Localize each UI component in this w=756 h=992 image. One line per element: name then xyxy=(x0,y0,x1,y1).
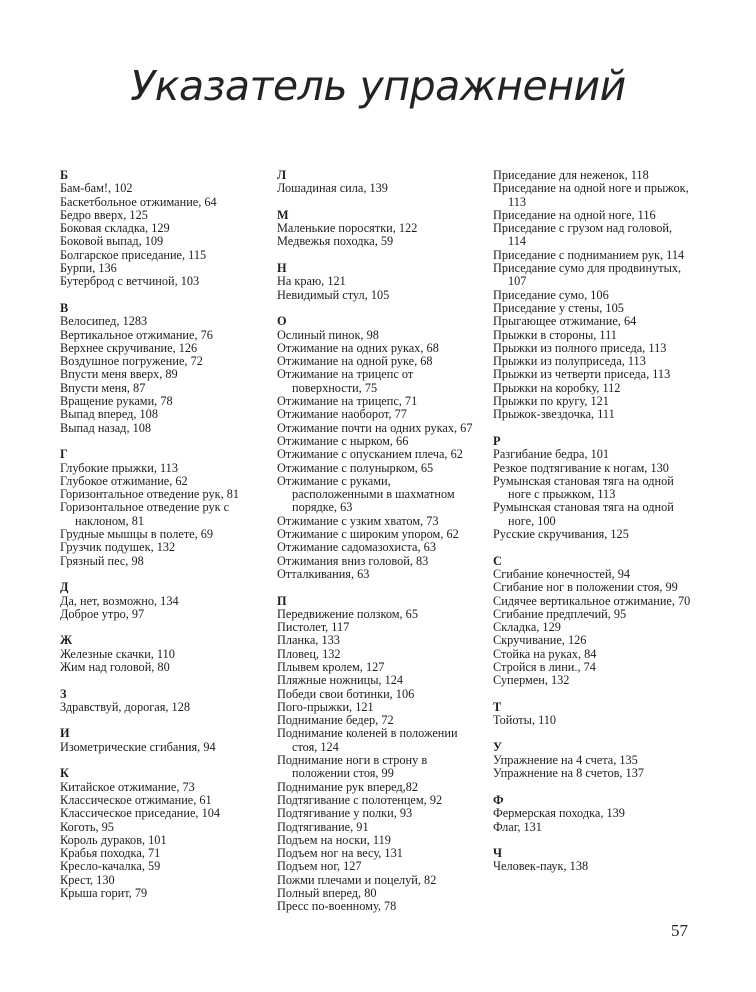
index-entry: Прыжки в стороны, 111 xyxy=(493,327,617,342)
index-entry: Отжимание садомазохиста, 63 xyxy=(277,540,436,555)
index-entry: Глубокое отжимание, 62 xyxy=(60,473,188,488)
index-section xyxy=(493,794,693,834)
index-entry: Отжимание почти на одних руках, 67 xyxy=(277,420,473,435)
index-entry: Полный вперед, 80 xyxy=(277,886,377,901)
index-section xyxy=(60,688,260,715)
index-entry: Победи свои ботинки, 106 xyxy=(277,686,415,701)
index-entry: Пляжные ножницы, 124 xyxy=(277,673,404,688)
index-entry: Выпад вперед, 108 xyxy=(60,407,158,422)
index-entry: Разгибание бедра, 101 xyxy=(493,447,610,462)
section-letter: Ф xyxy=(493,792,504,807)
index-section xyxy=(60,767,260,900)
page-number: 57 xyxy=(671,921,688,940)
index-entry: Пресс по-военному, 78 xyxy=(277,899,397,914)
index-entry: Бам-бам!, 102 xyxy=(60,181,133,196)
index-entry: Бурпи, 136 xyxy=(60,261,117,276)
index-entry: На краю, 121 xyxy=(277,274,346,289)
index-entry: Отжимания вниз головой, 83 xyxy=(277,553,429,568)
index-entry: Стройся в лини., 74 xyxy=(493,659,596,674)
index-entry: Фермерская походка, 139 xyxy=(493,806,625,821)
index-entry: Подъем ног на весу, 131 xyxy=(277,846,403,861)
index-section xyxy=(493,555,693,688)
index-entry: Коготь, 95 xyxy=(60,819,114,834)
index-entry: Верхнее скручивание, 126 xyxy=(60,340,198,355)
index-entry: Маленькие поросятки, 122 xyxy=(277,221,418,236)
index-entry: Стойка на руках, 84 xyxy=(493,646,597,661)
index-entry: Медвежья походка, 59 xyxy=(277,234,394,249)
index-entry: Приседание сумо, 106 xyxy=(493,287,609,302)
index-entry: Подтягивание, 91 xyxy=(277,819,369,834)
index-entry: Король дураков, 101 xyxy=(60,832,167,847)
index-entry: Да, нет, возможно, 134 xyxy=(60,593,179,608)
index-entry: Грузчик подушек, 132 xyxy=(60,540,176,555)
index-entry: Горизонтальное отведение рук, 81 xyxy=(60,487,240,502)
index-section xyxy=(60,727,260,754)
index-entry: Классическое приседание, 104 xyxy=(60,806,221,821)
section-letter: Б xyxy=(60,168,69,182)
index-entry: Прыжок-звездочка, 111 xyxy=(493,407,615,422)
index-section xyxy=(493,741,693,781)
section-letter: С xyxy=(493,553,502,568)
index-entry: Лошадиная сила, 139 xyxy=(277,181,388,196)
index-column-2 xyxy=(277,169,477,927)
index-entry: Резкое подтягивание к ногам, 130 xyxy=(493,460,669,475)
index-entry: Прыжки по кругу, 121 xyxy=(493,394,609,409)
index-entry: Планка, 133 xyxy=(277,633,340,648)
index-entry: Отжимание на трицепс, 71 xyxy=(277,394,418,409)
index-entry: Грязный пес, 98 xyxy=(60,553,144,568)
section-letter: Д xyxy=(60,580,69,595)
index-entry: Прыжки из четверти приседа, 113 xyxy=(493,367,671,382)
index-entry: Отжимание на одних руках, 68 xyxy=(277,340,439,355)
section-letter: Ж xyxy=(60,633,73,648)
index-entry: Передвижение ползком, 65 xyxy=(277,606,418,621)
index-entry: Отталкивания, 63 xyxy=(277,566,370,581)
section-letter: Л xyxy=(277,168,287,182)
index-entry: Подъем ног, 127 xyxy=(277,859,362,874)
index-entry: Тойоты, 110 xyxy=(493,713,557,728)
index-entry: Велосипед, 1283 xyxy=(60,314,148,329)
index-entry: Упражнение на 8 счетов, 137 xyxy=(493,766,644,781)
index-entry: Боковой выпад, 109 xyxy=(60,234,164,249)
section-letter: В xyxy=(60,300,69,315)
index-entry: Скручивание, 126 xyxy=(493,633,587,648)
index-entry: Отжимание наоборот, 77 xyxy=(277,407,407,422)
section-letter: Г xyxy=(60,447,68,462)
index-section xyxy=(277,262,477,302)
index-entry: Плывем кролем, 127 xyxy=(277,659,385,674)
index-column-1 xyxy=(60,169,260,914)
section-letter: П xyxy=(277,593,287,608)
section-letter: З xyxy=(60,686,67,701)
index-section xyxy=(277,209,477,249)
index-entry: Пожми плечами и поцелуй, 82 xyxy=(277,872,437,887)
index-entry: Приседание на одной ноге, 116 xyxy=(493,207,656,222)
index-entry: Бутерброд с ветчиной, 103 xyxy=(60,274,200,289)
index-column-3 xyxy=(493,169,693,887)
index-entry: Приседание с подниманием рук, 114 xyxy=(493,247,685,262)
index-entry: Супермен, 132 xyxy=(493,673,570,688)
index-entry: Поднимание ноги в строну в положении стоя, 99 xyxy=(277,753,428,781)
index-entry: Подъем на носки, 119 xyxy=(277,832,391,847)
index-entry: Подтягивание у полки, 93 xyxy=(277,806,413,821)
index-section xyxy=(493,169,693,422)
index-entry: Прыгающее отжимание, 64 xyxy=(493,314,637,329)
index-entry: Румынская становая тяга на одной ноге с прыжком, 113 xyxy=(493,473,674,502)
index-entry: Подтягивание с полотенцем, 92 xyxy=(277,792,443,807)
index-entry: Железные скачки, 110 xyxy=(60,646,175,661)
index-entry: Ослиный пинок, 98 xyxy=(277,327,379,342)
index-entry: Флаг, 131 xyxy=(493,819,542,834)
index-entry: Впусти меня, 87 xyxy=(60,380,146,395)
index-entry: Изометрические сгибания, 94 xyxy=(60,739,216,754)
index-section xyxy=(493,435,693,541)
index-entry: Баскетбольное отжимание, 64 xyxy=(60,194,217,209)
index-section xyxy=(60,169,260,289)
index-entry: Прыжки из полуприседа, 113 xyxy=(493,354,646,369)
index-entry: Сгибание ног в положении стоя, 99 xyxy=(493,580,678,595)
index-section xyxy=(493,701,693,728)
index-entry: Отжимание с руками, расположенными в шахматном порядке, 63 xyxy=(277,473,455,515)
index-entry: Отжимание с полунырком, 65 xyxy=(277,460,434,475)
index-section xyxy=(277,595,477,914)
index-section xyxy=(493,847,693,874)
section-letter: К xyxy=(60,766,69,781)
index-entry: Болгарское приседание, 115 xyxy=(60,247,207,262)
index-entry: Китайское отжимание, 73 xyxy=(60,779,195,794)
index-entry: Крабья походка, 71 xyxy=(60,846,161,861)
section-letter: Ч xyxy=(493,846,503,861)
index-entry: Поднимание рук вперед,82 xyxy=(277,779,419,794)
index-entry: Отжимание с широким упором, 62 xyxy=(277,527,459,542)
index-entry: Классическое отжимание, 61 xyxy=(60,792,212,807)
index-entry: Отжимание на одной руке, 68 xyxy=(277,354,433,369)
index-entry: Горизонтальное отведение рук с наклоном, 81 xyxy=(60,500,230,528)
index-entry: Выпад назад, 108 xyxy=(60,420,152,435)
index-entry: Невидимый стул, 105 xyxy=(277,287,390,302)
index-entry: Складка, 129 xyxy=(493,620,561,635)
section-letter: И xyxy=(60,726,70,741)
index-section xyxy=(277,315,477,581)
index-entry: Прыжки из полного приседа, 113 xyxy=(493,340,667,355)
index-entry: Крыша горит, 79 xyxy=(60,886,148,901)
page-title: Указатель упражнений xyxy=(130,62,626,110)
index-entry: Бедро вверх, 125 xyxy=(60,207,148,222)
index-entry: Сгибание конечностей, 94 xyxy=(493,566,631,581)
index-entry: Здравствуй, дорогая, 128 xyxy=(60,699,190,714)
index-entry: Доброе утро, 97 xyxy=(60,606,145,621)
index-entry: Приседание для неженок, 118 xyxy=(493,168,649,182)
section-letter: М xyxy=(277,207,289,222)
index-entry: Пловец, 132 xyxy=(277,646,341,661)
index-entry: Отжимание с опусканием плеча, 62 xyxy=(277,447,463,462)
index-section xyxy=(60,581,260,621)
index-entry: Румынская становая тяга на одной ноге, 100 xyxy=(493,500,674,528)
index-entry: Кресло-качалка, 59 xyxy=(60,859,161,874)
index-entry: Отжимание с узким хватом, 73 xyxy=(277,513,439,528)
index-entry: Русские скручивания, 125 xyxy=(493,527,629,542)
section-letter: Н xyxy=(277,261,287,276)
index-entry: Боковая складка, 129 xyxy=(60,221,170,236)
index-entry: Приседание с грузом над головой, 114 xyxy=(493,221,673,249)
index-entry: Прыжки на коробку, 112 xyxy=(493,380,621,395)
index-entry: Отжимание на трицепс от поверхности, 75 xyxy=(277,367,414,395)
section-letter: Т xyxy=(493,699,502,714)
index-entry: Приседание сумо для продвинутых, 107 xyxy=(493,261,682,289)
index-entry: Крест, 130 xyxy=(60,872,115,887)
index-section xyxy=(60,448,260,568)
index-entry: Грудные мышцы в полете, 69 xyxy=(60,527,214,542)
index-section xyxy=(277,169,477,196)
index-entry: Воздушное погружение, 72 xyxy=(60,354,203,369)
index-entry: Сгибание предплечий, 95 xyxy=(493,606,627,621)
index-entry: Глубокие прыжки, 113 xyxy=(60,460,178,475)
index-entry: Жим над головой, 80 xyxy=(60,659,170,674)
section-letter: О xyxy=(277,314,287,329)
index-section xyxy=(60,634,260,674)
index-entry: Упражнение на 4 счета, 135 xyxy=(493,753,638,768)
index-entry: Сидячее вертикальное отжимание, 70 xyxy=(493,593,691,608)
index-entry: Приседание на одной ноге и прыжок, 113 xyxy=(493,181,689,209)
index-entry: Пистолет, 117 xyxy=(277,620,350,635)
index-section xyxy=(60,302,260,435)
index-entry: Человек-паук, 138 xyxy=(493,859,589,874)
index-entry: Впусти меня вверх, 89 xyxy=(60,367,178,382)
section-letter: У xyxy=(493,739,503,754)
index-entry: Поднимание бедер, 72 xyxy=(277,713,394,728)
index-entry: Вращение руками, 78 xyxy=(60,394,173,409)
index-entry: Поднимание коленей в положении стоя, 124 xyxy=(277,726,458,754)
index-entry: Приседание у стены, 105 xyxy=(493,300,624,315)
section-letter: Р xyxy=(493,433,501,448)
index-entry: Пого-прыжки, 121 xyxy=(277,699,374,714)
index-entry: Вертикальное отжимание, 76 xyxy=(60,327,213,342)
index-entry: Отжимание с нырком, 66 xyxy=(277,433,409,448)
